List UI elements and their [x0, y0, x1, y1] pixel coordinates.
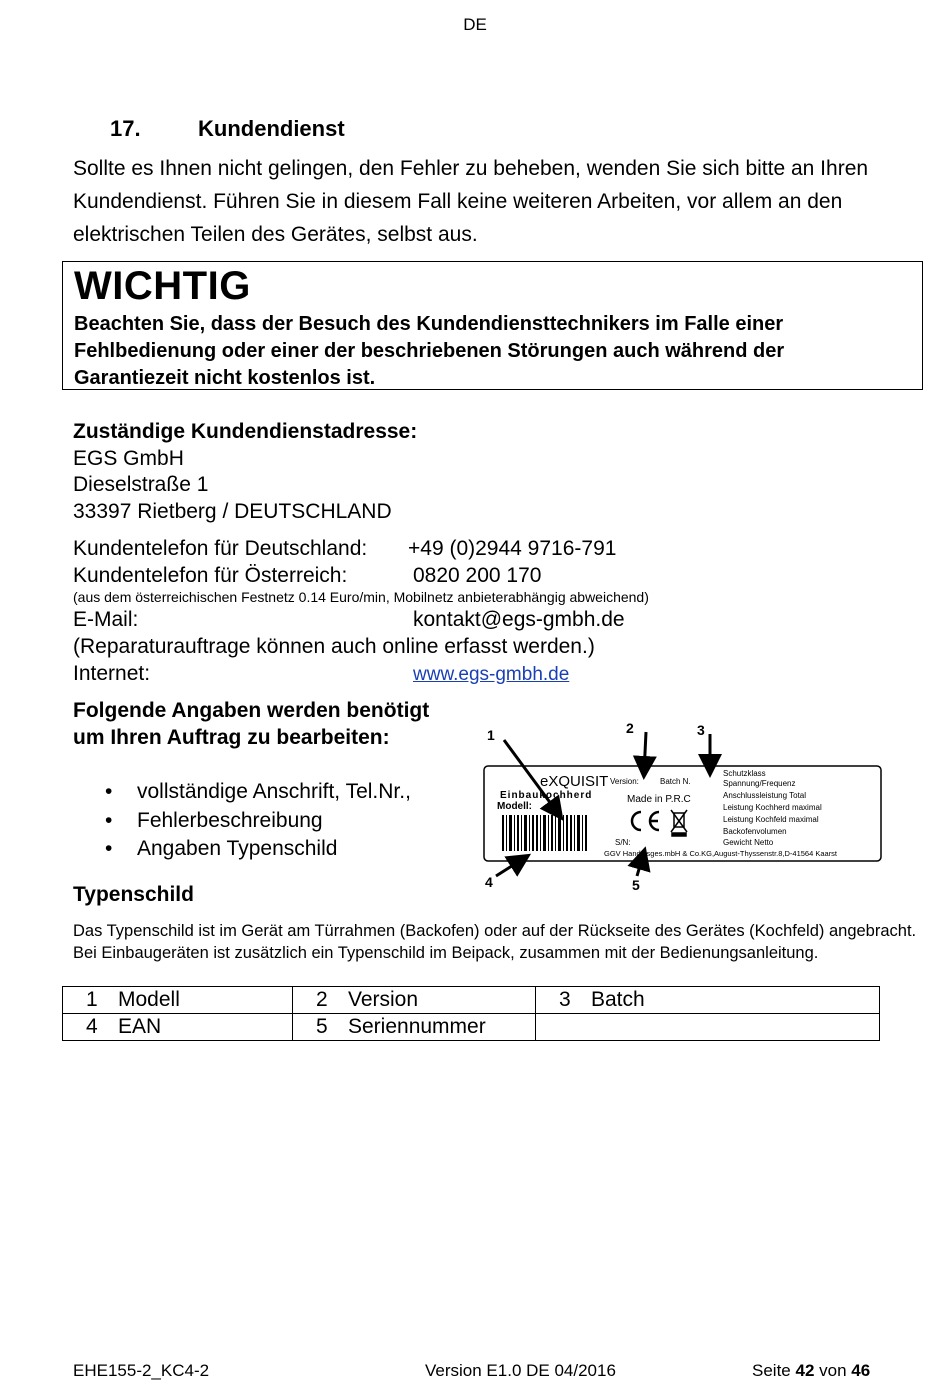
plate-model-label: Modell: — [497, 801, 532, 812]
list-item: • vollständige Anschrift, Tel.Nr., — [105, 778, 411, 807]
footer-doc-id: EHE155-2_KC4-2 — [73, 1361, 210, 1380]
phone-de-label: Kundentelefon für Deutschland: — [73, 537, 368, 560]
plate-spec: Gewicht Netto — [723, 838, 774, 847]
phone-at-label: Kundentelefon für Österreich: — [73, 564, 348, 587]
plate-spec: Leistung Kochfeld maximal — [723, 815, 819, 824]
section-intro: Sollte es Ihnen nicht gelingen, den Fehler zu beheben, wenden Sie sich bitte an Ihren Kundendienst. Führen Sie in diesem Fall keine weiteren Arbeiten, vor allem an den elektrischen Teilen des Gerätes, selbst aus. — [73, 157, 869, 246]
phone-de-number: +49 (0)2944 9716-791 — [408, 537, 617, 560]
footer-page-prefix: Seite — [752, 1361, 791, 1380]
header-language: DE — [463, 15, 487, 34]
address-city: 33397 Rietberg / DEUTSCHLAND — [73, 500, 392, 523]
footer-page-sep: von — [819, 1361, 847, 1380]
phone-at-note: (aus dem österreichischen Festnetz 0.14 Euro/min, Mobilnetz anbieterabhängig abweichend) — [73, 589, 649, 605]
legend-label: Modell — [118, 988, 180, 1011]
plate-manufacturer: GGV Handelsges.mbH & Co.KG,August-Thyssenstr.8,D-41564 Kaarst — [604, 849, 838, 858]
section-number: 17. — [110, 116, 141, 141]
table-cell — [293, 1014, 536, 1041]
plate-spec: Anschlussleistung Total — [723, 791, 807, 800]
legend-number: 5 — [316, 1015, 328, 1038]
footer-page-current: 42 — [795, 1361, 815, 1380]
email-address: kontakt@egs-gmbh.de — [413, 608, 625, 631]
requirements-heading: Folgende Angaben werden benötigt um Ihren Auftrag zu bearbeiten: — [73, 699, 430, 749]
legend-number: 2 — [316, 988, 328, 1011]
plate-product: Einbaukochherd — [500, 790, 593, 801]
callout-1: 1 — [487, 727, 495, 743]
plate-spec: Spannung/Frequenz — [723, 779, 796, 788]
legend-label: EAN — [118, 1015, 162, 1038]
plate-spec: Schutzklass — [723, 769, 766, 778]
phone-at-number: 0820 200 170 — [413, 564, 542, 587]
callout-5: 5 — [632, 877, 640, 893]
warning-text: Beachten Sie, dass der Besuch des Kundendiensttechnikers im Falle einer Fehlbedienung oder einer der beschriebenen Störungen auch während der Garantiezeit nicht kostenlos ist. — [74, 313, 785, 389]
type-plate-image — [474, 712, 884, 894]
legend-label: Batch — [591, 988, 645, 1011]
type-plate-legend-table — [62, 986, 880, 1041]
section-title: Kundendienst — [198, 116, 345, 141]
table-cell — [536, 1014, 880, 1041]
barcode-icon — [502, 815, 587, 851]
requirements-list — [105, 778, 411, 864]
plate-brand: eXQUISIT — [540, 773, 609, 790]
type-plate-text: Das Typenschild ist im Gerät am Türrahmen (Backofen) oder auf der Rückseite des Gerätes (Kochfeld) angebracht. Bei Einbaugeräten ist zusätzlich ein Typenschild im Beipack, zusammen mit der Bedienungsanleitung. — [73, 922, 917, 962]
callout-4: 4 — [485, 874, 493, 890]
table-cell — [293, 987, 536, 1014]
warning-title: WICHTIG — [74, 264, 251, 308]
address-company: EGS GmbH — [73, 447, 184, 470]
plate-spec: Leistung Kochherd maximal — [723, 803, 822, 812]
list-item: • Fehlerbeschreibung — [105, 807, 411, 836]
repair-note: (Reparaturauftrage können auch online erfasst werden.) — [73, 635, 595, 658]
footer-page-total: 46 — [851, 1361, 871, 1380]
internet-link[interactable]: www.egs-gmbh.de — [413, 664, 570, 685]
table-row — [63, 1014, 880, 1041]
legend-number: 4 — [86, 1015, 98, 1038]
table-cell — [536, 987, 880, 1014]
plate-made-in: Made in P.R.C — [627, 794, 691, 805]
table-row — [63, 987, 880, 1014]
table-cell — [63, 1014, 293, 1041]
legend-number: 1 — [86, 988, 98, 1011]
legend-label: Seriennummer — [348, 1015, 486, 1038]
address-street: Dieselstraße 1 — [73, 473, 209, 496]
footer-page-number — [752, 1361, 870, 1381]
list-item: • Angaben Typenschild — [105, 835, 411, 864]
arrow-icon — [644, 732, 646, 774]
legend-label: Version — [348, 988, 419, 1011]
plate-spec: Backofenvolumen — [723, 827, 787, 836]
footer-version: Version E1.0 DE 04/2016 — [425, 1361, 616, 1380]
email-label: E-Mail: — [73, 608, 139, 631]
plate-batch-label: Batch N. — [660, 777, 691, 786]
legend-number: 3 — [559, 988, 571, 1011]
type-plate-heading: Typenschild — [73, 883, 194, 906]
address-heading: Zuständige Kundendienstadresse: — [73, 420, 418, 443]
internet-label: Internet: — [73, 662, 151, 685]
plate-sn-label: S/N: — [615, 838, 631, 847]
callout-3: 3 — [697, 722, 705, 738]
table-cell — [63, 987, 293, 1014]
plate-version-label: Version: — [610, 777, 639, 786]
callout-2: 2 — [626, 720, 634, 736]
